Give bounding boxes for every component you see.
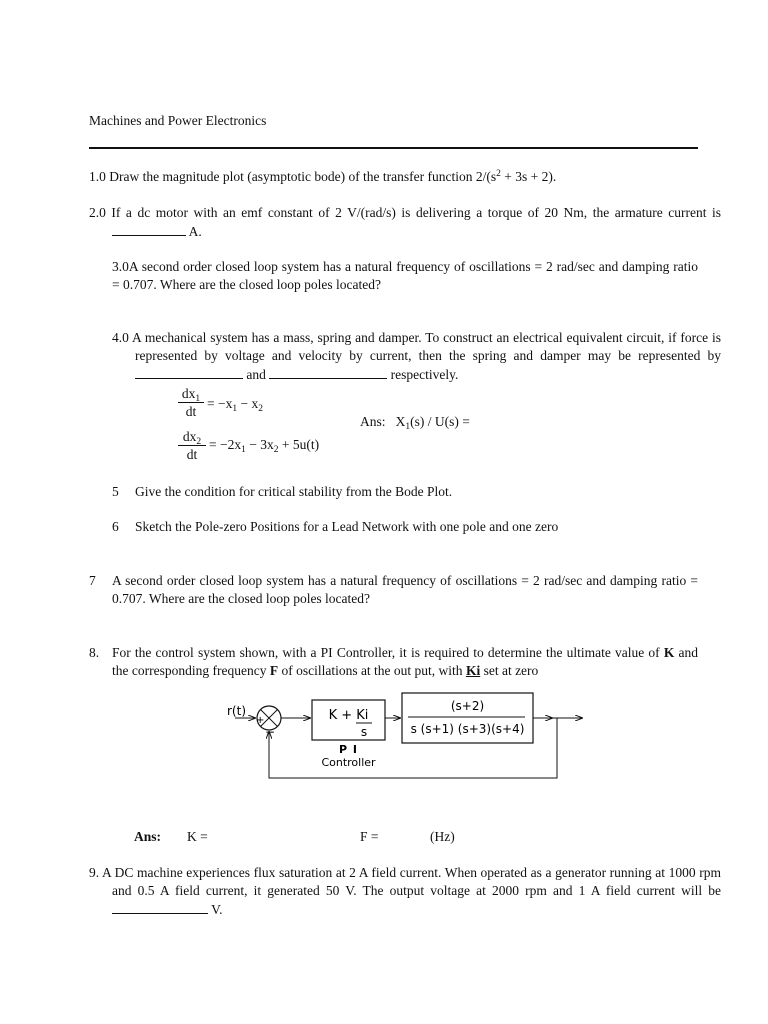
answer-blank [269,365,387,379]
question-8-answer-k: K = [187,829,208,844]
question-1-sup: 2 [496,169,501,179]
question-8-answer-label: Ans: [134,829,162,844]
question-2-text: 2.0 If a dc motor with an emf constant of 2 V/(rad/s) is delivering a torque of 20 Nm, the armature current is [89,205,721,220]
question-9-text: 9. A DC machine experiences flux saturation at 2 A field current. When operated as a generator running at 1000 rpm and 0.5 A field current, it generated 50 V. The output voltage at 2000 rpm and 1 A field current will be [89,865,721,898]
equation-1-rhs: = $-x_1 - x_2$ [207,396,263,414]
question-5: Give the condition for critical stability from the Bode Plot. [135,484,453,499]
question-8-answer-unit: (Hz) [430,829,455,844]
header-divider [89,147,698,149]
plant-denominator: s (s+1) (s+3)(s+4) [410,722,525,736]
minus-sign: − [265,725,276,739]
page-title: Machines and Power Electronics [89,113,267,128]
plus-sign: + [256,715,265,726]
equation-1-fraction [178,385,204,420]
question-7: A second order closed loop system has a natural frequency of oscillations = 2 rad/sec and damping ratio = 0.707. Where are the closed loop poles located? [112,573,698,606]
question-8-answer-f: F = [360,829,379,844]
plant-numerator: (s+2) [450,699,485,713]
equation-2-rhs: = $-2x_1 - 3x_2 + 5u(t)$ [209,437,320,455]
controller-label: Controller [321,756,376,769]
controller-bottom-text: s [360,725,368,739]
question-1 [89,168,556,186]
question-1-tail: + 3s + 2). [500,169,557,184]
question-4 [112,329,721,384]
question-3: 3.0A second order closed loop system has a natural frequency of oscillations = 2 rad/sec and damping ratio = 0.707. Where are the closed loop poles located? [112,259,698,292]
answer-blank [112,900,208,914]
equation-2-numerator: $dx_2$ [178,428,206,446]
question-9-unit: V. [211,902,223,917]
question-7-number: 7 [89,573,96,588]
answer-label: Ans: [360,414,386,429]
question-1-text: 1.0 Draw the magnitude plot (asymptotic bode) of the transfer function 2/(s [89,169,497,184]
question-6-number: 6 [112,519,119,534]
input-label: r(t) [227,704,247,718]
question-6: Sketch the Pole-zero Positions for a Lead Network with one pole and one zero [135,519,559,534]
equation-1-denominator: dt [185,404,197,419]
question-8: For the control system shown, with a PI Controller, it is required to determine the ultimate value of K and the corresponding frequency F of oscillations at the out put, with Ki set at zero [112,645,699,678]
equation-2-denominator: dt [186,447,198,462]
controller-label-pi: P I [339,743,358,756]
question-5-number: 5 [112,484,119,499]
question-4-and: and [246,367,266,382]
equation-1-numerator: $dx_1$ [178,385,204,403]
question-2-unit: A. [188,224,202,239]
controller-top-text: K + Ki [328,708,369,723]
question-4-end: respectively. [390,367,459,382]
question-4-text: 4.0 A mechanical system has a mass, spring and damper. To construct an electrical equivalent circuit, if force is represented by voltage and velocity by current, then the spring and damper may be represented by [112,330,721,363]
equation-2-fraction [178,428,206,463]
question-2 [89,204,721,241]
question-9 [89,864,721,919]
answer-blank [135,365,243,379]
question-4-answer: Ans: $X_1(s) / U(s)$ = [360,414,470,432]
answer-blank [112,222,186,236]
question-8-number: 8. [89,645,100,660]
block-diagram [225,690,590,790]
